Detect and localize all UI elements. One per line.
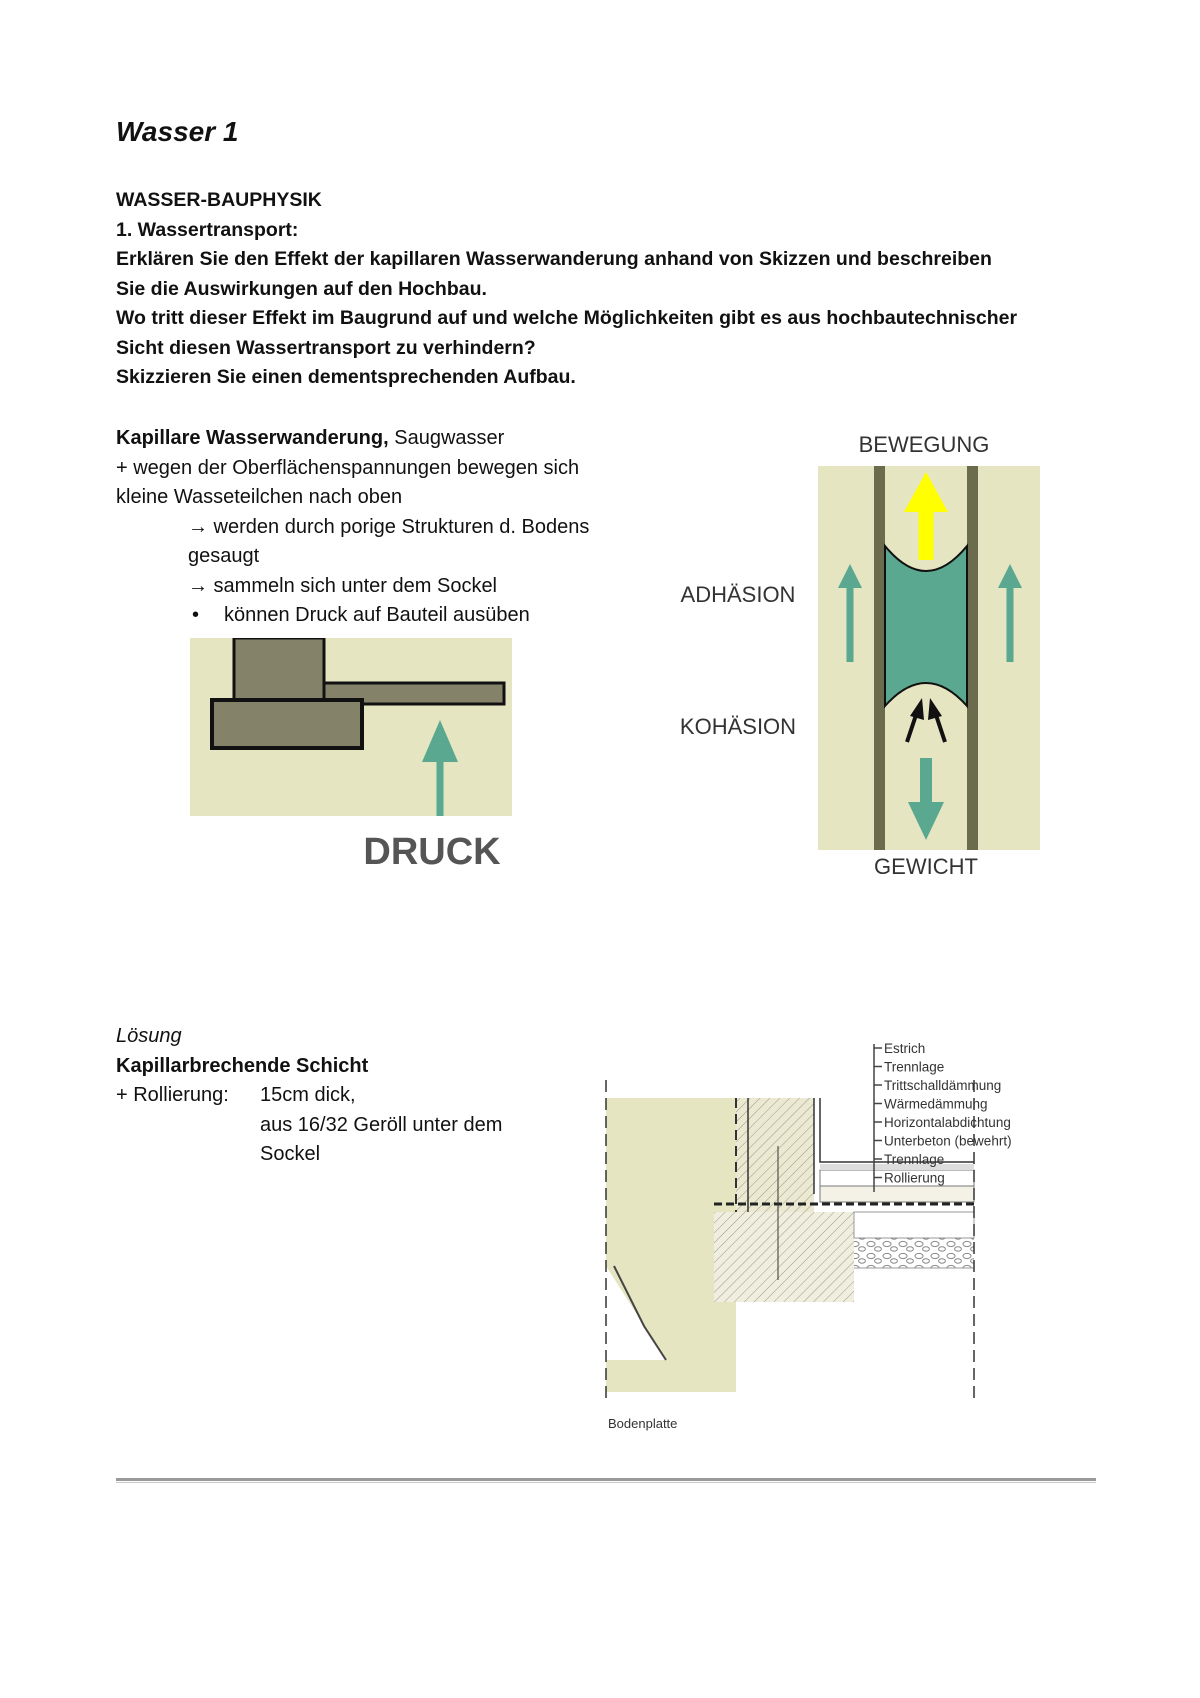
gewicht-label: GEWICHT	[874, 854, 978, 879]
question-line: Wo tritt dieser Effekt im Baugrund auf und welche Möglichkeiten gibt es aus hochbautechnischer	[116, 307, 1018, 329]
water-column	[885, 546, 967, 706]
layer-label: Rollierung	[884, 1170, 945, 1186]
druck-figure	[190, 638, 530, 878]
gravel-layer	[854, 1238, 974, 1268]
kohaesion-label: KOHÄSION	[679, 714, 797, 739]
notes-title-rest: Saugwasser	[388, 427, 505, 449]
bodenplatte-caption: Bodenplatte	[608, 1416, 678, 1431]
question-line: Skizzieren Sie einen dementsprechenden Aufbau.	[116, 366, 576, 388]
notes-title: Kapillare Wasserwanderung,	[116, 427, 389, 449]
section-figure	[594, 1036, 1064, 1440]
layer-label: Trittschalldämmung	[884, 1078, 1002, 1093]
question-line: Erklären Sie den Effekt der kapillaren Wasserwanderung anhand von Skizzen und beschreiben	[116, 248, 992, 270]
notes-arrow-line: → sammeln sich unter dem Sockel	[188, 574, 498, 597]
layer-label: Unterbeton (bewehrt)	[884, 1133, 1012, 1149]
footing-hatch	[714, 1212, 854, 1302]
page-title: Wasser 1	[116, 116, 239, 147]
question-subheading: 1. Wassertransport:	[116, 218, 299, 241]
druck-label: DRUCK	[363, 831, 501, 873]
bottom-divider	[116, 1478, 1096, 1483]
solution-item-line: aus 16/32 Geröll unter dem	[260, 1113, 503, 1136]
capillary-figure	[664, 428, 1064, 880]
subconcrete	[854, 1212, 974, 1238]
notes-arrow-line: → werden durch porige Strukturen d. Bodens	[188, 515, 590, 538]
question-line: Sicht diesen Wassertransport zu verhindern?	[116, 336, 536, 359]
solution-heading: Kapillarbrechende Schicht	[116, 1054, 369, 1077]
question-block	[116, 186, 1116, 393]
notes-bullet	[116, 601, 676, 631]
solution-label: Lösung	[116, 1025, 182, 1047]
notes-block	[116, 424, 676, 631]
solution-item-label: + Rollierung:	[116, 1084, 229, 1106]
notes-line: kleine Wasseteilchen nach oben	[116, 486, 403, 508]
solution-item-line: 15cm dick,	[260, 1084, 356, 1106]
layer-labels	[874, 1041, 1012, 1186]
notes-arrow-line: gesaugt	[188, 545, 260, 567]
adhaesion-label: ADHÄSION	[680, 582, 796, 607]
layer-label: Trennlage	[884, 1059, 945, 1075]
tube-wall-right	[967, 466, 978, 850]
question-line: Sie die Auswirkungen auf den Hochbau.	[116, 277, 487, 300]
solution-item-line: Sockel	[260, 1143, 321, 1165]
bewegung-label: BEWEGUNG	[858, 432, 990, 457]
notes-line: + wegen der Oberflächenspannungen bewegen sich	[116, 456, 580, 479]
wall	[234, 638, 324, 700]
notes-bullet-text: können Druck auf Bauteil ausüben	[224, 604, 530, 626]
question-heading: WASSER-BAUPHYSIK	[116, 189, 322, 211]
tube-wall-left	[874, 466, 885, 850]
screed-layer	[820, 1186, 974, 1202]
layer-label: Trennlage	[884, 1152, 945, 1167]
layer-label: Horizontalabdichtung	[884, 1115, 1011, 1130]
footing	[212, 700, 362, 748]
bullet-icon: •	[192, 604, 200, 626]
layer-label: Wärmedämmung	[884, 1096, 988, 1112]
layer-label: Estrich	[884, 1041, 926, 1056]
solution-block	[116, 1022, 576, 1170]
